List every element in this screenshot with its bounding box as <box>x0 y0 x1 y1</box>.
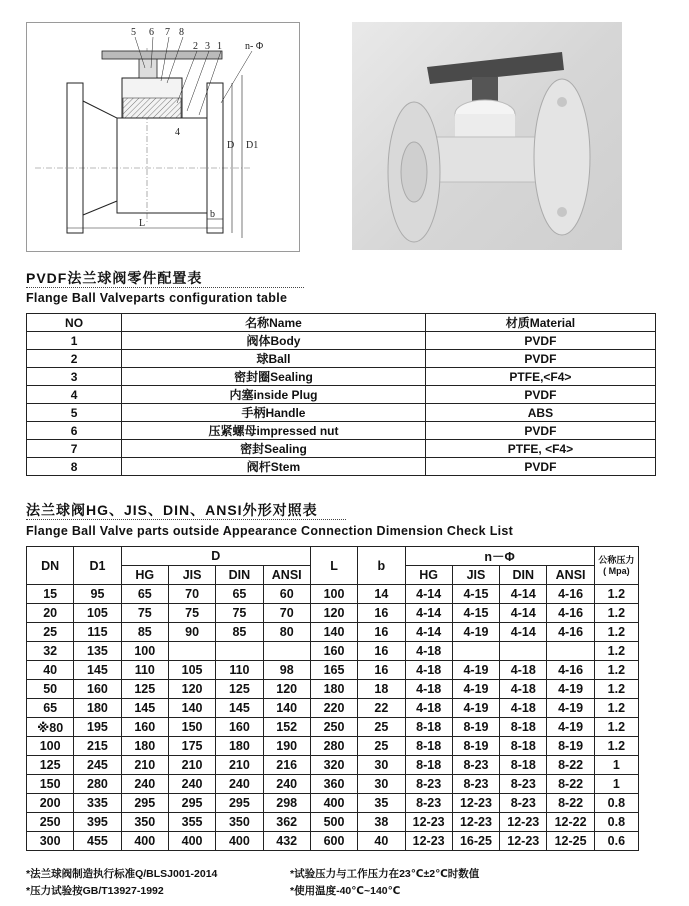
cell-d-ansi: 216 <box>263 756 310 775</box>
header-dn: DN <box>27 547 74 585</box>
dim-row <box>27 661 639 680</box>
dim-row <box>27 737 639 756</box>
cell-n-hg: 8-18 <box>405 737 452 756</box>
cell-d-jis: 355 <box>168 813 215 832</box>
header-n-hg: HG <box>405 566 452 585</box>
label-5: 5 <box>131 27 136 38</box>
cell-n-din: 12-23 <box>500 832 547 851</box>
dim-row <box>27 775 639 794</box>
dim-row <box>27 604 639 623</box>
cell-d-din: 210 <box>216 756 263 775</box>
cell-dn: 200 <box>27 794 74 813</box>
cell-n-ansi: 8-22 <box>547 794 594 813</box>
cell-dn: 65 <box>27 699 74 718</box>
cell-n-ansi: 4-16 <box>547 585 594 604</box>
dim-row <box>27 794 639 813</box>
part-name-cell: 内塞inside Plug <box>122 386 426 404</box>
cell-n-din: 4-18 <box>500 661 547 680</box>
cell-d1: 145 <box>74 661 121 680</box>
part-name-cell: 阀杆Stem <box>122 458 426 476</box>
cell-b: 25 <box>358 737 405 756</box>
cell-n-jis: 16-25 <box>452 832 499 851</box>
cell-pressure: 1.2 <box>594 585 638 604</box>
cell-pressure: 1.2 <box>594 661 638 680</box>
cell-n-jis: 12-23 <box>452 794 499 813</box>
valve-drawing-svg <box>27 23 299 251</box>
label-2: 2 <box>193 41 198 52</box>
cell-l: 180 <box>310 680 357 699</box>
cell-d-din: 295 <box>216 794 263 813</box>
label-n-phi: n- Φ <box>245 41 264 52</box>
cell-d-ansi <box>263 642 310 661</box>
cell-d-ansi: 70 <box>263 604 310 623</box>
cell-d-jis: 175 <box>168 737 215 756</box>
header-n-phi: n－Φ <box>405 547 594 566</box>
part-no-cell: 3 <box>27 368 122 386</box>
cell-d-din: 65 <box>216 585 263 604</box>
cell-pressure: 1.2 <box>594 604 638 623</box>
cell-l: 360 <box>310 775 357 794</box>
cell-n-hg: 4-18 <box>405 642 452 661</box>
cell-d-din: 85 <box>216 623 263 642</box>
cell-n-hg: 4-18 <box>405 680 452 699</box>
cell-n-din: 8-18 <box>500 756 547 775</box>
cell-d-hg: 400 <box>121 832 168 851</box>
cell-b: 14 <box>358 585 405 604</box>
part-name-cell: 压紧螺母impressed nut <box>122 422 426 440</box>
part-material-cell: PVDF <box>425 350 655 368</box>
cell-d-hg: 65 <box>121 585 168 604</box>
cell-n-jis: 4-19 <box>452 661 499 680</box>
cell-dn: 32 <box>27 642 74 661</box>
cell-n-hg: 12-23 <box>405 832 452 851</box>
header-name: 名称Name <box>122 314 426 332</box>
cell-n-ansi: 8-22 <box>547 775 594 794</box>
cell-l: 280 <box>310 737 357 756</box>
parts-row <box>27 404 656 422</box>
header-l: L <box>310 547 357 585</box>
cell-b: 18 <box>358 680 405 699</box>
dim-row <box>27 832 639 851</box>
cell-d1: 95 <box>74 585 121 604</box>
cell-d-hg: 350 <box>121 813 168 832</box>
header-d-din: DIN <box>216 566 263 585</box>
parts-table-title-en: Flange Ball Valveparts configuration table <box>26 291 288 305</box>
cell-n-ansi: 4-16 <box>547 623 594 642</box>
parts-configuration-table <box>26 313 656 476</box>
parts-row <box>27 422 656 440</box>
cell-dn: ※80 <box>27 718 74 737</box>
label-8: 8 <box>179 27 184 38</box>
valve-photo-svg <box>352 22 622 250</box>
cell-b: 16 <box>358 661 405 680</box>
cell-n-jis: 12-23 <box>452 813 499 832</box>
part-no-cell: 6 <box>27 422 122 440</box>
cell-pressure: 0.8 <box>594 813 638 832</box>
cell-n-hg: 12-23 <box>405 813 452 832</box>
cell-n-jis: 8-19 <box>452 718 499 737</box>
dim-header-row-1 <box>27 547 639 566</box>
cell-d1: 335 <box>74 794 121 813</box>
cell-d-hg: 145 <box>121 699 168 718</box>
cell-d-jis: 140 <box>168 699 215 718</box>
cell-b: 16 <box>358 623 405 642</box>
part-name-cell: 密封圈Sealing <box>122 368 426 386</box>
parts-row <box>27 458 656 476</box>
cell-l: 400 <box>310 794 357 813</box>
cell-dn: 250 <box>27 813 74 832</box>
dim-row <box>27 585 639 604</box>
part-name-cell: 阀体Body <box>122 332 426 350</box>
cell-d-ansi: 152 <box>263 718 310 737</box>
cell-d-jis: 150 <box>168 718 215 737</box>
cell-n-din: 4-14 <box>500 623 547 642</box>
cell-d-ansi: 80 <box>263 623 310 642</box>
part-name-cell: 密封Sealing <box>122 440 426 458</box>
cell-n-ansi: 4-19 <box>547 699 594 718</box>
header-n-ansi: ANSI <box>547 566 594 585</box>
header-d: D <box>121 547 310 566</box>
part-no-cell: 4 <box>27 386 122 404</box>
header-d1: D1 <box>74 547 121 585</box>
label-d: D <box>227 140 235 151</box>
label-d1: D1 <box>246 140 259 151</box>
cell-n-ansi: 4-19 <box>547 680 594 699</box>
header-n-jis: JIS <box>452 566 499 585</box>
cell-b: 30 <box>358 756 405 775</box>
part-material-cell: PTFE,<F4> <box>425 368 655 386</box>
cell-n-din: 4-18 <box>500 699 547 718</box>
part-name-cell: 球Ball <box>122 350 426 368</box>
cell-n-ansi: 12-25 <box>547 832 594 851</box>
cell-n-jis: 8-23 <box>452 756 499 775</box>
cell-n-ansi: 4-16 <box>547 661 594 680</box>
cell-pressure: 1.2 <box>594 718 638 737</box>
cell-d-hg: 210 <box>121 756 168 775</box>
header-pressure: 公称压力 ( Mpa) <box>594 547 638 585</box>
parts-row <box>27 440 656 458</box>
cell-dn: 150 <box>27 775 74 794</box>
cell-d-hg: 110 <box>121 661 168 680</box>
part-material-cell: PVDF <box>425 458 655 476</box>
cell-d-jis: 70 <box>168 585 215 604</box>
cell-b: 30 <box>358 775 405 794</box>
cell-pressure: 1.2 <box>594 737 638 756</box>
cell-n-din: 8-23 <box>500 794 547 813</box>
cell-pressure: 1.2 <box>594 680 638 699</box>
cell-dn: 125 <box>27 756 74 775</box>
cell-n-hg: 4-18 <box>405 661 452 680</box>
cell-d-ansi: 432 <box>263 832 310 851</box>
cell-d-hg: 295 <box>121 794 168 813</box>
parts-row <box>27 368 656 386</box>
cell-d-din <box>216 642 263 661</box>
cell-d-din: 180 <box>216 737 263 756</box>
cell-d-ansi: 298 <box>263 794 310 813</box>
cell-l: 220 <box>310 699 357 718</box>
cell-n-din: 12-23 <box>500 813 547 832</box>
cell-d-din: 350 <box>216 813 263 832</box>
cell-l: 250 <box>310 718 357 737</box>
note-pressure-test: *压力试验按GB/T13927-1992 <box>26 885 164 897</box>
cell-pressure: 1 <box>594 775 638 794</box>
cell-n-din: 8-23 <box>500 775 547 794</box>
dim-row <box>27 699 639 718</box>
cell-dn: 50 <box>27 680 74 699</box>
cell-n-din: 4-14 <box>500 585 547 604</box>
cell-d-din: 160 <box>216 718 263 737</box>
cell-n-jis: 4-19 <box>452 699 499 718</box>
dim-table-title-en: Flange Ball Valve parts outside Appearance Connection Dimension Check List <box>26 524 514 538</box>
cell-d-jis: 105 <box>168 661 215 680</box>
dim-row <box>27 756 639 775</box>
label-7: 7 <box>165 27 170 38</box>
part-no-cell: 2 <box>27 350 122 368</box>
part-material-cell: PVDF <box>425 386 655 404</box>
cell-l: 320 <box>310 756 357 775</box>
dim-table-title-cn: 法兰球阀HG、JIS、DIN、ANSI外形对照表 <box>26 502 318 518</box>
label-l: L <box>139 218 146 229</box>
cell-d1: 195 <box>74 718 121 737</box>
cell-d-jis: 120 <box>168 680 215 699</box>
cell-pressure: 1 <box>594 756 638 775</box>
cell-b: 40 <box>358 832 405 851</box>
parts-table-title-cn: PVDF法兰球阀零件配置表 <box>26 270 203 286</box>
cell-n-hg: 4-18 <box>405 699 452 718</box>
dim-row <box>27 623 639 642</box>
parts-row <box>27 350 656 368</box>
label-6: 6 <box>149 27 154 38</box>
cell-n-ansi: 8-19 <box>547 737 594 756</box>
cell-d-ansi: 120 <box>263 680 310 699</box>
cell-d1: 160 <box>74 680 121 699</box>
cell-n-ansi: 4-19 <box>547 718 594 737</box>
title-divider-2 <box>26 519 346 520</box>
cell-n-jis: 4-19 <box>452 623 499 642</box>
cell-d-ansi: 60 <box>263 585 310 604</box>
part-material-cell: ABS <box>425 404 655 422</box>
cell-dn: 40 <box>27 661 74 680</box>
cell-d-ansi: 190 <box>263 737 310 756</box>
note-temperature: *使用温度-40℃~140℃ <box>290 885 401 897</box>
cell-n-jis: 4-19 <box>452 680 499 699</box>
cell-d1: 280 <box>74 775 121 794</box>
cell-l: 120 <box>310 604 357 623</box>
cell-l: 160 <box>310 642 357 661</box>
cell-d1: 180 <box>74 699 121 718</box>
parts-row <box>27 386 656 404</box>
note-standard: *法兰球阀制造执行标准Q/BLSJ001-2014 <box>26 868 218 880</box>
dim-row <box>27 642 639 661</box>
cell-n-ansi: 8-22 <box>547 756 594 775</box>
cell-l: 140 <box>310 623 357 642</box>
cell-d-hg: 100 <box>121 642 168 661</box>
cell-dn: 300 <box>27 832 74 851</box>
cell-l: 165 <box>310 661 357 680</box>
cell-dn: 25 <box>27 623 74 642</box>
part-name-cell: 手柄Handle <box>122 404 426 422</box>
cell-d-din: 75 <box>216 604 263 623</box>
dimension-check-table <box>26 546 639 851</box>
header-d-ansi: ANSI <box>263 566 310 585</box>
cell-n-hg: 8-23 <box>405 775 452 794</box>
cell-b: 38 <box>358 813 405 832</box>
label-4: 4 <box>175 127 180 138</box>
cell-d-hg: 160 <box>121 718 168 737</box>
cell-b: 35 <box>358 794 405 813</box>
cell-n-din <box>500 642 547 661</box>
part-no-cell: 5 <box>27 404 122 422</box>
cell-b: 22 <box>358 699 405 718</box>
cell-n-din: 8-18 <box>500 737 547 756</box>
part-no-cell: 7 <box>27 440 122 458</box>
cell-l: 500 <box>310 813 357 832</box>
cell-n-hg: 8-23 <box>405 794 452 813</box>
cell-d-din: 125 <box>216 680 263 699</box>
cell-n-jis: 4-15 <box>452 585 499 604</box>
cell-n-hg: 4-14 <box>405 604 452 623</box>
cell-pressure: 0.6 <box>594 832 638 851</box>
cell-n-hg: 8-18 <box>405 756 452 775</box>
part-material-cell: PVDF <box>425 332 655 350</box>
cell-l: 600 <box>310 832 357 851</box>
cell-n-din: 8-18 <box>500 718 547 737</box>
cell-d-jis: 75 <box>168 604 215 623</box>
cell-b: 16 <box>358 604 405 623</box>
cell-d-hg: 125 <box>121 680 168 699</box>
cell-d-din: 400 <box>216 832 263 851</box>
cell-b: 16 <box>358 642 405 661</box>
cell-d-hg: 75 <box>121 604 168 623</box>
cell-n-jis: 4-15 <box>452 604 499 623</box>
cell-pressure: 0.8 <box>594 794 638 813</box>
header-material: 材质Material <box>425 314 655 332</box>
cell-d1: 105 <box>74 604 121 623</box>
cell-pressure: 1.2 <box>594 699 638 718</box>
cell-d-hg: 180 <box>121 737 168 756</box>
cell-n-hg: 8-18 <box>405 718 452 737</box>
dim-row <box>27 680 639 699</box>
cell-dn: 100 <box>27 737 74 756</box>
cell-d1: 115 <box>74 623 121 642</box>
part-material-cell: PVDF <box>425 422 655 440</box>
label-3: 3 <box>205 41 210 52</box>
cell-d-ansi: 98 <box>263 661 310 680</box>
part-no-cell: 8 <box>27 458 122 476</box>
cell-d-jis: 90 <box>168 623 215 642</box>
cell-n-din: 4-14 <box>500 604 547 623</box>
cell-d-din: 240 <box>216 775 263 794</box>
valve-product-photo <box>352 22 622 250</box>
cell-d-jis: 210 <box>168 756 215 775</box>
cell-d1: 455 <box>74 832 121 851</box>
cell-d-jis: 400 <box>168 832 215 851</box>
title-divider <box>26 287 304 288</box>
cell-d-din: 110 <box>216 661 263 680</box>
cell-d1: 245 <box>74 756 121 775</box>
cell-d-hg: 240 <box>121 775 168 794</box>
header-n-din: DIN <box>500 566 547 585</box>
cell-l: 100 <box>310 585 357 604</box>
cell-d1: 395 <box>74 813 121 832</box>
cell-n-hg: 4-14 <box>405 623 452 642</box>
cell-n-jis: 8-23 <box>452 775 499 794</box>
parts-header-row <box>27 314 656 332</box>
cell-n-ansi <box>547 642 594 661</box>
cell-n-jis <box>452 642 499 661</box>
part-material-cell: PTFE, <F4> <box>425 440 655 458</box>
cell-d-jis <box>168 642 215 661</box>
cell-d-ansi: 140 <box>263 699 310 718</box>
cell-d1: 135 <box>74 642 121 661</box>
cell-n-hg: 4-14 <box>405 585 452 604</box>
cell-b: 25 <box>358 718 405 737</box>
header-d-jis: JIS <box>168 566 215 585</box>
cell-dn: 15 <box>27 585 74 604</box>
cell-pressure: 1.2 <box>594 642 638 661</box>
dim-row <box>27 718 639 737</box>
cell-d1: 215 <box>74 737 121 756</box>
valve-technical-drawing <box>26 22 300 252</box>
cell-d-jis: 295 <box>168 794 215 813</box>
cell-n-ansi: 12-22 <box>547 813 594 832</box>
header-d-hg: HG <box>121 566 168 585</box>
parts-row <box>27 332 656 350</box>
cell-pressure: 1.2 <box>594 623 638 642</box>
header-no: NO <box>27 314 122 332</box>
label-1: 1 <box>217 41 222 52</box>
cell-d-jis: 240 <box>168 775 215 794</box>
part-no-cell: 1 <box>27 332 122 350</box>
cell-dn: 20 <box>27 604 74 623</box>
cell-d-hg: 85 <box>121 623 168 642</box>
label-b: b <box>210 209 215 220</box>
cell-n-din: 4-18 <box>500 680 547 699</box>
cell-n-ansi: 4-16 <box>547 604 594 623</box>
header-b: b <box>358 547 405 585</box>
dim-row <box>27 813 639 832</box>
cell-d-ansi: 240 <box>263 775 310 794</box>
cell-d-din: 145 <box>216 699 263 718</box>
cell-n-jis: 8-19 <box>452 737 499 756</box>
cell-d-ansi: 362 <box>263 813 310 832</box>
note-test-pressure: *试验压力与工作压力在23℃±2℃时数值 <box>290 868 480 880</box>
